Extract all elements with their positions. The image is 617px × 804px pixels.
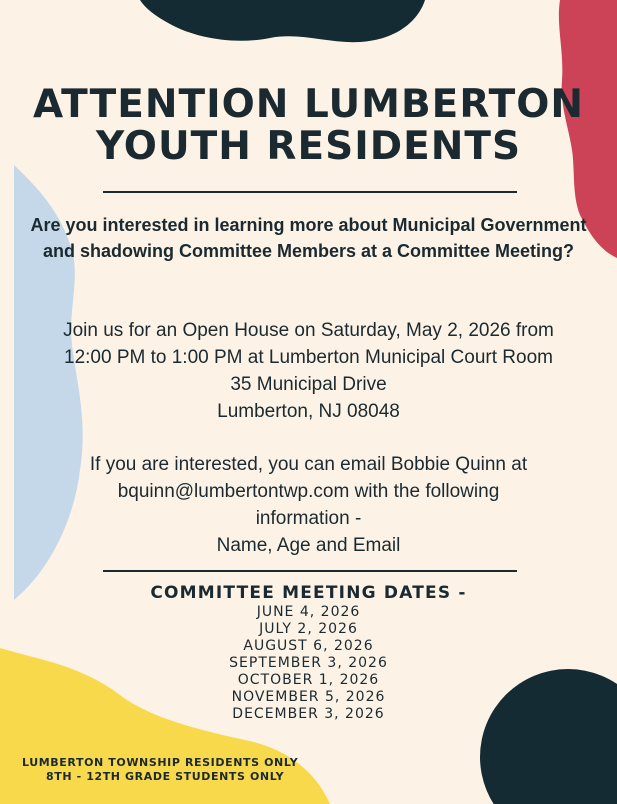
- bottom-divider: [103, 570, 517, 572]
- open-house-details: [10, 317, 607, 425]
- meeting-dates-heading: COMMITTEE MEETING DATES -: [150, 583, 467, 603]
- contact-line: information -: [255, 508, 362, 529]
- page-title: [0, 84, 617, 168]
- top-divider: [103, 191, 517, 193]
- meeting-dates-list: [0, 604, 617, 723]
- meeting-date: JULY 2, 2026: [259, 621, 358, 637]
- eligibility-grades: 8TH - 12TH GRADE STUDENTS ONLY: [46, 770, 285, 783]
- meeting-date: OCTOBER 1, 2026: [237, 672, 380, 688]
- contact-line: If you are interested, you can email Bobbie Quinn at: [89, 454, 528, 475]
- title-line-1: ATTENTION LUMBERTON: [32, 82, 584, 127]
- meeting-date: DECEMBER 3, 2026: [232, 706, 385, 722]
- dark-top-blob: [140, 0, 425, 42]
- meeting-date: SEPTEMBER 3, 2026: [229, 655, 388, 671]
- address-city: Lumberton, NJ 08048: [217, 401, 400, 422]
- meeting-date: AUGUST 6, 2026: [243, 638, 374, 654]
- meeting-date: NOVEMBER 5, 2026: [231, 689, 386, 705]
- contact-email: bquinn@lumbertontwp.com with the following: [117, 481, 500, 502]
- title-line-2: YOUTH RESIDENTS: [95, 124, 522, 169]
- address-street: 35 Municipal Drive: [230, 374, 387, 395]
- contact-details: [10, 451, 607, 559]
- eligibility-note: [22, 756, 298, 784]
- intro-question: Are you interested in learning more about Municipal Government and shadowing Committee Members at a Committee Meeting?: [30, 215, 587, 261]
- eligibility-residents: LUMBERTON TOWNSHIP RESIDENTS ONLY: [22, 756, 299, 769]
- contact-required-info: Name, Age and Email: [216, 535, 401, 556]
- open-house-line: Join us for an Open House on Saturday, May 2, 2026 from: [63, 320, 554, 341]
- meeting-date: JUNE 4, 2026: [256, 604, 361, 620]
- open-house-line: 12:00 PM to 1:00 PM at Lumberton Municipal Court Room: [64, 347, 553, 368]
